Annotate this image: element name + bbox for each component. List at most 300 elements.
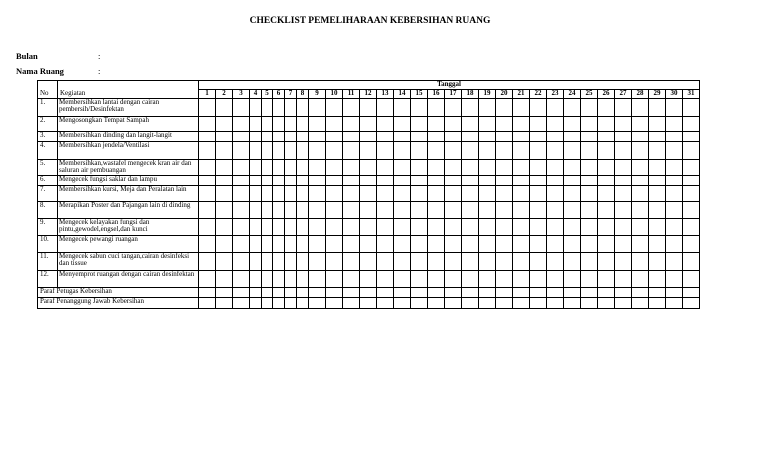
check-cell[interactable] [297,116,309,131]
check-cell[interactable] [615,131,632,141]
check-cell[interactable] [598,131,615,141]
check-cell[interactable] [547,116,564,131]
check-cell[interactable] [394,201,411,218]
check-cell[interactable] [615,141,632,159]
check-cell[interactable] [513,252,530,270]
check-cell[interactable] [632,235,649,252]
check-cell[interactable] [360,185,377,201]
check-cell[interactable] [309,131,326,141]
check-cell[interactable] [199,159,216,175]
check-cell[interactable] [428,98,445,116]
check-cell[interactable] [273,98,285,116]
check-cell[interactable] [285,98,297,116]
check-cell[interactable] [445,131,462,141]
check-cell[interactable] [199,201,216,218]
check-cell[interactable] [513,131,530,141]
check-cell[interactable] [199,141,216,159]
check-cell[interactable] [632,252,649,270]
check-cell[interactable] [615,159,632,175]
check-cell[interactable] [262,297,273,308]
check-cell[interactable] [598,201,615,218]
check-cell[interactable] [394,159,411,175]
check-cell[interactable] [216,218,233,235]
check-cell[interactable] [428,201,445,218]
check-cell[interactable] [649,98,666,116]
check-cell[interactable] [273,252,285,270]
check-cell[interactable] [285,141,297,159]
check-cell[interactable] [309,185,326,201]
check-cell[interactable] [683,218,700,235]
check-cell[interactable] [683,252,700,270]
check-cell[interactable] [428,270,445,287]
check-cell[interactable] [445,159,462,175]
check-cell[interactable] [233,218,250,235]
check-cell[interactable] [250,141,262,159]
check-cell[interactable] [297,175,309,185]
check-cell[interactable] [250,270,262,287]
check-cell[interactable] [462,270,479,287]
check-cell[interactable] [216,235,233,252]
check-cell[interactable] [343,141,360,159]
check-cell[interactable] [216,185,233,201]
check-cell[interactable] [513,297,530,308]
check-cell[interactable] [360,98,377,116]
check-cell[interactable] [547,175,564,185]
check-cell[interactable] [411,201,428,218]
check-cell[interactable] [479,116,496,131]
check-cell[interactable] [445,185,462,201]
check-cell[interactable] [530,287,547,297]
check-cell[interactable] [581,98,598,116]
check-cell[interactable] [649,218,666,235]
check-cell[interactable] [479,201,496,218]
check-cell[interactable] [666,218,683,235]
check-cell[interactable] [262,141,273,159]
check-cell[interactable] [262,98,273,116]
check-cell[interactable] [285,159,297,175]
check-cell[interactable] [445,141,462,159]
check-cell[interactable] [496,235,513,252]
check-cell[interactable] [285,131,297,141]
check-cell[interactable] [530,235,547,252]
check-cell[interactable] [513,98,530,116]
check-cell[interactable] [343,98,360,116]
check-cell[interactable] [666,98,683,116]
check-cell[interactable] [683,159,700,175]
check-cell[interactable] [683,270,700,287]
check-cell[interactable] [564,175,581,185]
check-cell[interactable] [377,185,394,201]
check-cell[interactable] [581,116,598,131]
check-cell[interactable] [649,141,666,159]
check-cell[interactable] [581,175,598,185]
check-cell[interactable] [360,235,377,252]
check-cell[interactable] [530,252,547,270]
check-cell[interactable] [564,131,581,141]
check-cell[interactable] [479,98,496,116]
check-cell[interactable] [411,270,428,287]
check-cell[interactable] [326,141,343,159]
check-cell[interactable] [581,235,598,252]
check-cell[interactable] [547,141,564,159]
check-cell[interactable] [683,235,700,252]
check-cell[interactable] [394,141,411,159]
check-cell[interactable] [479,287,496,297]
check-cell[interactable] [297,235,309,252]
check-cell[interactable] [496,141,513,159]
check-cell[interactable] [360,252,377,270]
check-cell[interactable] [326,201,343,218]
check-cell[interactable] [428,159,445,175]
check-cell[interactable] [360,218,377,235]
check-cell[interactable] [309,98,326,116]
check-cell[interactable] [273,131,285,141]
check-cell[interactable] [632,175,649,185]
check-cell[interactable] [530,185,547,201]
check-cell[interactable] [199,185,216,201]
check-cell[interactable] [326,98,343,116]
check-cell[interactable] [377,270,394,287]
check-cell[interactable] [615,201,632,218]
check-cell[interactable] [216,287,233,297]
check-cell[interactable] [343,185,360,201]
check-cell[interactable] [598,116,615,131]
check-cell[interactable] [309,252,326,270]
check-cell[interactable] [530,297,547,308]
check-cell[interactable] [649,131,666,141]
check-cell[interactable] [496,201,513,218]
check-cell[interactable] [360,159,377,175]
check-cell[interactable] [666,287,683,297]
check-cell[interactable] [666,141,683,159]
check-cell[interactable] [564,185,581,201]
check-cell[interactable] [513,159,530,175]
check-cell[interactable] [564,252,581,270]
check-cell[interactable] [343,235,360,252]
check-cell[interactable] [547,287,564,297]
check-cell[interactable] [394,218,411,235]
check-cell[interactable] [233,235,250,252]
check-cell[interactable] [632,287,649,297]
check-cell[interactable] [326,297,343,308]
check-cell[interactable] [649,185,666,201]
check-cell[interactable] [377,252,394,270]
check-cell[interactable] [547,185,564,201]
check-cell[interactable] [233,116,250,131]
check-cell[interactable] [462,218,479,235]
check-cell[interactable] [377,159,394,175]
check-cell[interactable] [285,297,297,308]
check-cell[interactable] [250,116,262,131]
check-cell[interactable] [666,116,683,131]
check-cell[interactable] [199,287,216,297]
check-cell[interactable] [199,252,216,270]
check-cell[interactable] [326,159,343,175]
check-cell[interactable] [428,141,445,159]
check-cell[interactable] [683,141,700,159]
check-cell[interactable] [297,218,309,235]
check-cell[interactable] [285,270,297,287]
check-cell[interactable] [411,235,428,252]
check-cell[interactable] [496,270,513,287]
check-cell[interactable] [445,252,462,270]
check-cell[interactable] [309,287,326,297]
check-cell[interactable] [377,235,394,252]
check-cell[interactable] [262,252,273,270]
check-cell[interactable] [250,287,262,297]
check-cell[interactable] [233,159,250,175]
check-cell[interactable] [343,159,360,175]
check-cell[interactable] [199,116,216,131]
check-cell[interactable] [462,252,479,270]
check-cell[interactable] [199,218,216,235]
check-cell[interactable] [428,218,445,235]
check-cell[interactable] [632,270,649,287]
check-cell[interactable] [343,175,360,185]
check-cell[interactable] [598,235,615,252]
check-cell[interactable] [394,185,411,201]
check-cell[interactable] [285,235,297,252]
check-cell[interactable] [666,201,683,218]
check-cell[interactable] [262,201,273,218]
check-cell[interactable] [262,185,273,201]
check-cell[interactable] [615,252,632,270]
check-cell[interactable] [479,235,496,252]
check-cell[interactable] [233,131,250,141]
check-cell[interactable] [581,141,598,159]
check-cell[interactable] [343,131,360,141]
check-cell[interactable] [666,185,683,201]
check-cell[interactable] [309,218,326,235]
check-cell[interactable] [581,297,598,308]
check-cell[interactable] [547,297,564,308]
check-cell[interactable] [309,235,326,252]
check-cell[interactable] [547,252,564,270]
check-cell[interactable] [598,252,615,270]
check-cell[interactable] [445,201,462,218]
check-cell[interactable] [598,287,615,297]
check-cell[interactable] [273,159,285,175]
check-cell[interactable] [326,270,343,287]
check-cell[interactable] [496,218,513,235]
check-cell[interactable] [462,159,479,175]
check-cell[interactable] [530,141,547,159]
check-cell[interactable] [683,201,700,218]
check-cell[interactable] [309,297,326,308]
check-cell[interactable] [343,287,360,297]
check-cell[interactable] [285,175,297,185]
check-cell[interactable] [547,131,564,141]
check-cell[interactable] [615,175,632,185]
check-cell[interactable] [360,131,377,141]
check-cell[interactable] [199,131,216,141]
check-cell[interactable] [462,287,479,297]
check-cell[interactable] [233,287,250,297]
check-cell[interactable] [683,98,700,116]
check-cell[interactable] [479,159,496,175]
check-cell[interactable] [462,201,479,218]
check-cell[interactable] [343,270,360,287]
check-cell[interactable] [285,218,297,235]
check-cell[interactable] [428,297,445,308]
check-cell[interactable] [683,116,700,131]
check-cell[interactable] [632,98,649,116]
check-cell[interactable] [496,159,513,175]
check-cell[interactable] [649,287,666,297]
check-cell[interactable] [683,175,700,185]
check-cell[interactable] [297,131,309,141]
check-cell[interactable] [262,235,273,252]
check-cell[interactable] [615,116,632,131]
check-cell[interactable] [666,131,683,141]
check-cell[interactable] [199,175,216,185]
check-cell[interactable] [273,201,285,218]
check-cell[interactable] [564,201,581,218]
check-cell[interactable] [615,270,632,287]
check-cell[interactable] [377,297,394,308]
check-cell[interactable] [564,98,581,116]
check-cell[interactable] [216,252,233,270]
check-cell[interactable] [530,201,547,218]
check-cell[interactable] [250,175,262,185]
check-cell[interactable] [428,287,445,297]
check-cell[interactable] [564,159,581,175]
check-cell[interactable] [262,175,273,185]
check-cell[interactable] [462,185,479,201]
check-cell[interactable] [411,131,428,141]
check-cell[interactable] [632,201,649,218]
check-cell[interactable] [285,252,297,270]
check-cell[interactable] [411,287,428,297]
check-cell[interactable] [632,218,649,235]
check-cell[interactable] [496,297,513,308]
check-cell[interactable] [199,98,216,116]
check-cell[interactable] [250,185,262,201]
check-cell[interactable] [326,131,343,141]
check-cell[interactable] [615,185,632,201]
check-cell[interactable] [394,252,411,270]
check-cell[interactable] [394,270,411,287]
check-cell[interactable] [445,235,462,252]
check-cell[interactable] [309,270,326,287]
check-cell[interactable] [360,116,377,131]
check-cell[interactable] [428,175,445,185]
check-cell[interactable] [547,270,564,287]
check-cell[interactable] [598,175,615,185]
check-cell[interactable] [297,201,309,218]
check-cell[interactable] [513,287,530,297]
check-cell[interactable] [479,141,496,159]
check-cell[interactable] [496,287,513,297]
check-cell[interactable] [262,270,273,287]
check-cell[interactable] [564,141,581,159]
check-cell[interactable] [360,175,377,185]
check-cell[interactable] [547,201,564,218]
check-cell[interactable] [496,175,513,185]
check-cell[interactable] [377,131,394,141]
check-cell[interactable] [273,297,285,308]
check-cell[interactable] [547,98,564,116]
check-cell[interactable] [632,159,649,175]
check-cell[interactable] [564,270,581,287]
check-cell[interactable] [683,297,700,308]
check-cell[interactable] [615,98,632,116]
check-cell[interactable] [377,218,394,235]
check-cell[interactable] [445,175,462,185]
check-cell[interactable] [309,116,326,131]
check-cell[interactable] [496,131,513,141]
check-cell[interactable] [262,116,273,131]
check-cell[interactable] [581,270,598,287]
check-cell[interactable] [666,252,683,270]
check-cell[interactable] [445,297,462,308]
check-cell[interactable] [216,116,233,131]
check-cell[interactable] [530,270,547,287]
check-cell[interactable] [285,116,297,131]
check-cell[interactable] [297,185,309,201]
check-cell[interactable] [250,98,262,116]
check-cell[interactable] [666,270,683,287]
check-cell[interactable] [649,252,666,270]
check-cell[interactable] [615,297,632,308]
check-cell[interactable] [273,141,285,159]
check-cell[interactable] [462,131,479,141]
check-cell[interactable] [649,235,666,252]
check-cell[interactable] [411,116,428,131]
check-cell[interactable] [666,175,683,185]
check-cell[interactable] [250,235,262,252]
check-cell[interactable] [479,270,496,287]
check-cell[interactable] [428,252,445,270]
check-cell[interactable] [632,116,649,131]
check-cell[interactable] [513,185,530,201]
check-cell[interactable] [216,159,233,175]
check-cell[interactable] [530,159,547,175]
check-cell[interactable] [326,235,343,252]
check-cell[interactable] [233,297,250,308]
check-cell[interactable] [598,297,615,308]
check-cell[interactable] [479,131,496,141]
check-cell[interactable] [343,252,360,270]
check-cell[interactable] [411,218,428,235]
check-cell[interactable] [273,287,285,297]
check-cell[interactable] [285,185,297,201]
check-cell[interactable] [428,131,445,141]
check-cell[interactable] [297,141,309,159]
check-cell[interactable] [428,235,445,252]
check-cell[interactable] [632,185,649,201]
check-cell[interactable] [343,297,360,308]
check-cell[interactable] [666,235,683,252]
check-cell[interactable] [250,252,262,270]
check-cell[interactable] [250,159,262,175]
check-cell[interactable] [649,297,666,308]
check-cell[interactable] [564,218,581,235]
check-cell[interactable] [411,98,428,116]
check-cell[interactable] [297,270,309,287]
check-cell[interactable] [598,159,615,175]
check-cell[interactable] [273,218,285,235]
check-cell[interactable] [513,270,530,287]
check-cell[interactable] [428,116,445,131]
check-cell[interactable] [581,131,598,141]
check-cell[interactable] [479,175,496,185]
check-cell[interactable] [496,116,513,131]
check-cell[interactable] [411,141,428,159]
check-cell[interactable] [216,141,233,159]
check-cell[interactable] [233,141,250,159]
check-cell[interactable] [598,218,615,235]
